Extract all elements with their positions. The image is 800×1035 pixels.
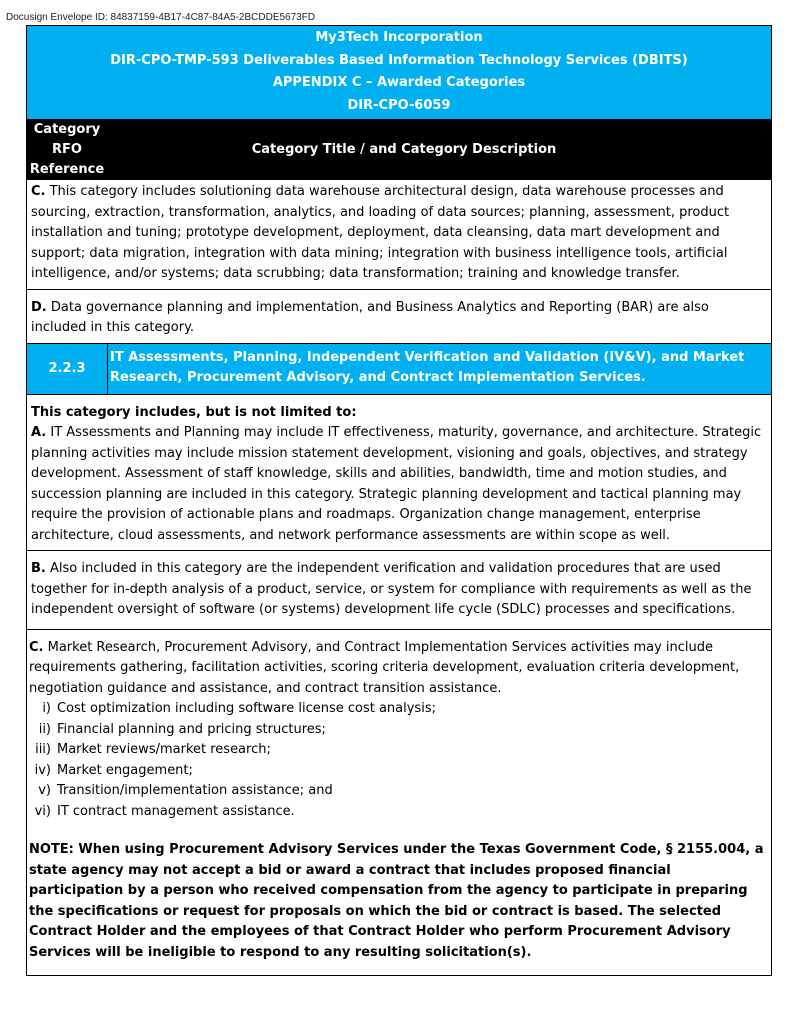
list-item-text: Cost optimization including software license cost analysis; bbox=[57, 701, 436, 716]
list-item bbox=[27, 802, 767, 823]
category-intro: This category includes, but is not limited to: bbox=[31, 404, 357, 420]
paragraph-label: A. bbox=[31, 425, 47, 440]
procurement-note: NOTE: When using Procurement Advisory Services under the Texas Government Code, § 2155.004, a state agency may not accept a bid or award a contract that includes proposed financial participation by a person who received compensation from the agency to participate in preparing the specifications or request for proposals on which the bid or contract is based. The selected Contract Holder and the employees of that Contract Holder who perform Procurement Advisory Services will be ineligible to respond to any resulting solicitation(s). bbox=[29, 842, 764, 960]
list-item-number: ii) bbox=[38, 721, 51, 737]
list-item bbox=[27, 720, 767, 741]
paragraph-text: Also included in this category are the independent verification and validation procedures that are used together for in-depth analysis of a product, service, or system for compliance with requirements as well as the independent oversight of software (or systems) development life cycle (SDLC) processes and specifications. bbox=[31, 561, 752, 617]
paragraph-text: Data governance planning and implementation, and Business Analytics and Reporting (BAR) are also included in this category. bbox=[31, 299, 709, 335]
contract-title: DIR-CPO-TMP-593 Deliverables Based Information Technology Services (DBITS) bbox=[110, 52, 688, 68]
list-item-number: iii) bbox=[35, 742, 51, 757]
paragraph-d-prev bbox=[27, 290, 771, 344]
list-item bbox=[27, 740, 767, 761]
list-item-number: v) bbox=[38, 783, 51, 798]
paragraph-text: Market Research, Procurement Advisory, and Contract Implementation Services activities may include requirements gathering, facilitation activities, scoring criteria development, evaluation criteria development, negotiation guidance and assistance, and contract transition assistance. bbox=[29, 639, 740, 696]
list-item-text: Market engagement; bbox=[57, 762, 193, 778]
ref-label-2: RFO bbox=[52, 142, 82, 157]
paragraph-label: C. bbox=[29, 639, 44, 655]
company-name: My3Tech Incorporation bbox=[315, 30, 483, 45]
paragraph-text: IT Assessments and Planning may include IT effectiveness, maturity, governance, and architecture. Strategic planning activities may include mission statement development, visioning and goals, objectives, and strategy development. Assessment of staff knowledge, skills and abilities, bandwidth, time and motion studies, and succession planning are included in this category. Strategic planning development and tactical planning may require the provision of actionable plans and roadmaps. Organization change management, enterprise architecture, cloud assessments, and network performance assessments are within scope as well. bbox=[31, 425, 762, 543]
column-header-title: Category Title / and Category Description bbox=[251, 142, 557, 157]
list-item bbox=[27, 781, 767, 802]
list-item-number: i) bbox=[42, 701, 51, 716]
services-list bbox=[27, 699, 767, 822]
paragraph-a bbox=[27, 395, 771, 552]
paragraph-text: This category includes solutioning data warehouse architectural design, data warehouse processes and sourcing, extraction, transformation, analytics, and loading of data sources; planning, assessment, product installation and tuning; prototype development, deployment, data cleansing, data mart development and support; data migration, integration with data mining; integration with business intelligence tools, artificial intelligence, and/or systems; data scrubbing; data transformation; training and knowledge transfer. bbox=[31, 184, 730, 281]
list-item-text: Market reviews/market research; bbox=[57, 742, 271, 757]
paragraph-label: D. bbox=[31, 299, 47, 315]
column-header-reference bbox=[27, 119, 107, 180]
ref-label-1: Category bbox=[33, 122, 101, 137]
paragraph-b bbox=[27, 551, 771, 630]
category-number: 2.2.3 bbox=[27, 344, 108, 394]
envelope-id: Docusign Envelope ID: 84837159-4B17-4C87-84A5-2BCDDE5673FD bbox=[6, 12, 316, 23]
list-item-text: Financial planning and pricing structures; bbox=[57, 721, 326, 737]
category-title: IT Assessments, Planning, Independent Verification and Validation (IV&V), and Market Research, Procurement Advisory, and Contract Implementation Services. bbox=[110, 349, 745, 385]
appendix-title: APPENDIX C – Awarded Categories bbox=[272, 75, 526, 90]
column-header-row bbox=[27, 119, 771, 180]
contract-number: DIR-CPO-6059 bbox=[347, 97, 451, 113]
list-item-text: IT contract management assistance. bbox=[57, 803, 295, 819]
ref-label-3: Reference bbox=[29, 162, 105, 177]
list-item-text: Transition/implementation assistance; and bbox=[57, 783, 333, 798]
list-item bbox=[27, 761, 767, 782]
list-item-number: iv) bbox=[34, 762, 51, 778]
list-item-number: vi) bbox=[34, 803, 51, 819]
paragraph-c-prev bbox=[27, 180, 771, 290]
document-header bbox=[27, 26, 771, 119]
category-row bbox=[27, 344, 771, 395]
document-table bbox=[26, 25, 772, 976]
paragraph-label: B. bbox=[31, 561, 46, 576]
list-item bbox=[27, 699, 767, 720]
paragraph-c bbox=[27, 630, 771, 827]
paragraph-label: C. bbox=[31, 184, 46, 199]
